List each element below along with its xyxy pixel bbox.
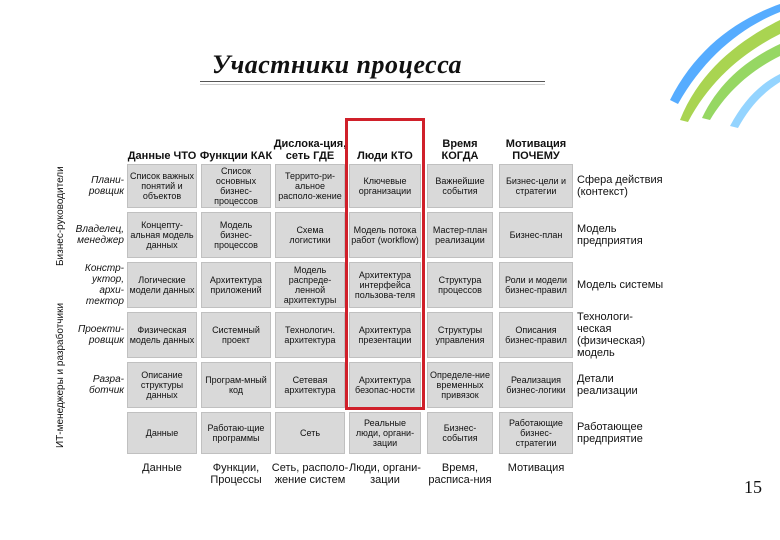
row-role-label: Констр-уктор, архи-тектор	[84, 263, 124, 307]
bottom-label: Сеть, располо-жение систем	[271, 462, 349, 486]
table-cell: Модель бизнес-процессов	[201, 212, 271, 258]
page-number: 15	[744, 477, 762, 497]
table-cell: Работаю-щие программы	[201, 412, 271, 454]
table-cell: Важнейшие события	[427, 164, 493, 208]
table-cell: Архитектура презентации	[349, 312, 421, 358]
bottom-label: Люди, органи-зации	[349, 462, 421, 486]
row-role-label: Проекти-ровщик	[78, 324, 124, 346]
row-role-label: Плани-ровщик	[88, 175, 124, 197]
highlight-frame-who-column	[345, 118, 425, 410]
row-level-label: Детали реализации	[577, 373, 638, 397]
table-cell: Архитектура интерфейса пользова-теля	[349, 262, 421, 308]
table-cell: Архитектура приложений	[201, 262, 271, 308]
table-cell: Список важных понятий и объектов	[127, 164, 197, 208]
table-cell: Системный проект	[201, 312, 271, 358]
table-cell: Бизнес-события	[427, 412, 493, 454]
table-cell: Технологич. архитектура	[275, 312, 345, 358]
table-cell: Ключевые организации	[349, 164, 421, 208]
bottom-label: Время, расписа-ния	[428, 462, 492, 486]
table-cell: Роли и модели бизнес-правил	[499, 262, 573, 308]
row-role-label: Владелец, менеджер	[75, 224, 124, 246]
column-header: Дислока-ция, сеть ГДЕ	[273, 138, 347, 162]
column-header: Мотивация ПОЧЕМУ	[505, 138, 567, 162]
page-title: Участники процесса	[212, 50, 463, 79]
group-label-it: ИТ-менеджеры и разработчики	[55, 302, 66, 448]
table-cell: Определе-ние временных привязок	[427, 362, 493, 408]
table-cell: Данные	[127, 412, 197, 454]
column-header: Люди КТО	[357, 150, 413, 162]
table-cell: Список основных бизнес-процессов	[201, 164, 271, 208]
table-cell: Бизнес-цели и стратегии	[499, 164, 573, 208]
row-role-label	[72, 412, 124, 454]
table-cell: Програм-мный код	[201, 362, 271, 408]
table-cell: Работающие бизнес-стратегии	[499, 412, 573, 454]
table-cell: Концепту-альная модель данных	[127, 212, 197, 258]
row-level-label: Сфера действия (контекст)	[577, 174, 663, 198]
table-cell: Сетевая архитектура	[275, 362, 345, 408]
table-cell: Реальные люди, органи-зации	[349, 412, 421, 454]
table-cell: Реализация бизнес-логики	[499, 362, 573, 408]
bottom-label: Данные	[142, 462, 182, 474]
row-level-label: Технологи-ческая (физическая) модель	[577, 311, 646, 359]
table-cell: Схема логистики	[275, 212, 345, 258]
bottom-label: Мотивация	[507, 462, 565, 474]
table-cell: Модель потока работ (workflow)	[349, 212, 421, 258]
table-cell: Физическая модель данных	[127, 312, 197, 358]
table-cell: Бизнес-план	[499, 212, 573, 258]
group-label-business: Бизнес-руководители	[55, 166, 66, 266]
column-header: Функции КАК	[199, 150, 273, 162]
table-cell: Структуры управления	[427, 312, 493, 358]
row-level-label: Модель системы	[577, 279, 664, 291]
bottom-label: Функции, Процессы	[210, 462, 262, 486]
table-cell: Архитектура безопас-ности	[349, 362, 421, 408]
row-role-label: Разра-ботчик	[89, 374, 124, 396]
row-level-label: Модель предприятия	[577, 223, 643, 247]
table-cell: Мастер-план реализации	[427, 212, 493, 258]
row-level-label: Работающее предприятие	[577, 421, 643, 445]
table-cell: Террито-ри-альное располо-жение	[275, 164, 345, 208]
table-cell: Структура процессов	[427, 262, 493, 308]
table-cell: Логические модели данных	[127, 262, 197, 308]
column-header: Время КОГДА	[441, 138, 479, 162]
table-cell: Описания бизнес-правил	[499, 312, 573, 358]
table-cell: Сеть	[275, 412, 345, 454]
column-header: Данные ЧТО	[127, 150, 197, 162]
table-cell: Модель распреде-ленной архитектуры	[275, 262, 345, 308]
table-cell: Описание структуры данных	[127, 362, 197, 408]
